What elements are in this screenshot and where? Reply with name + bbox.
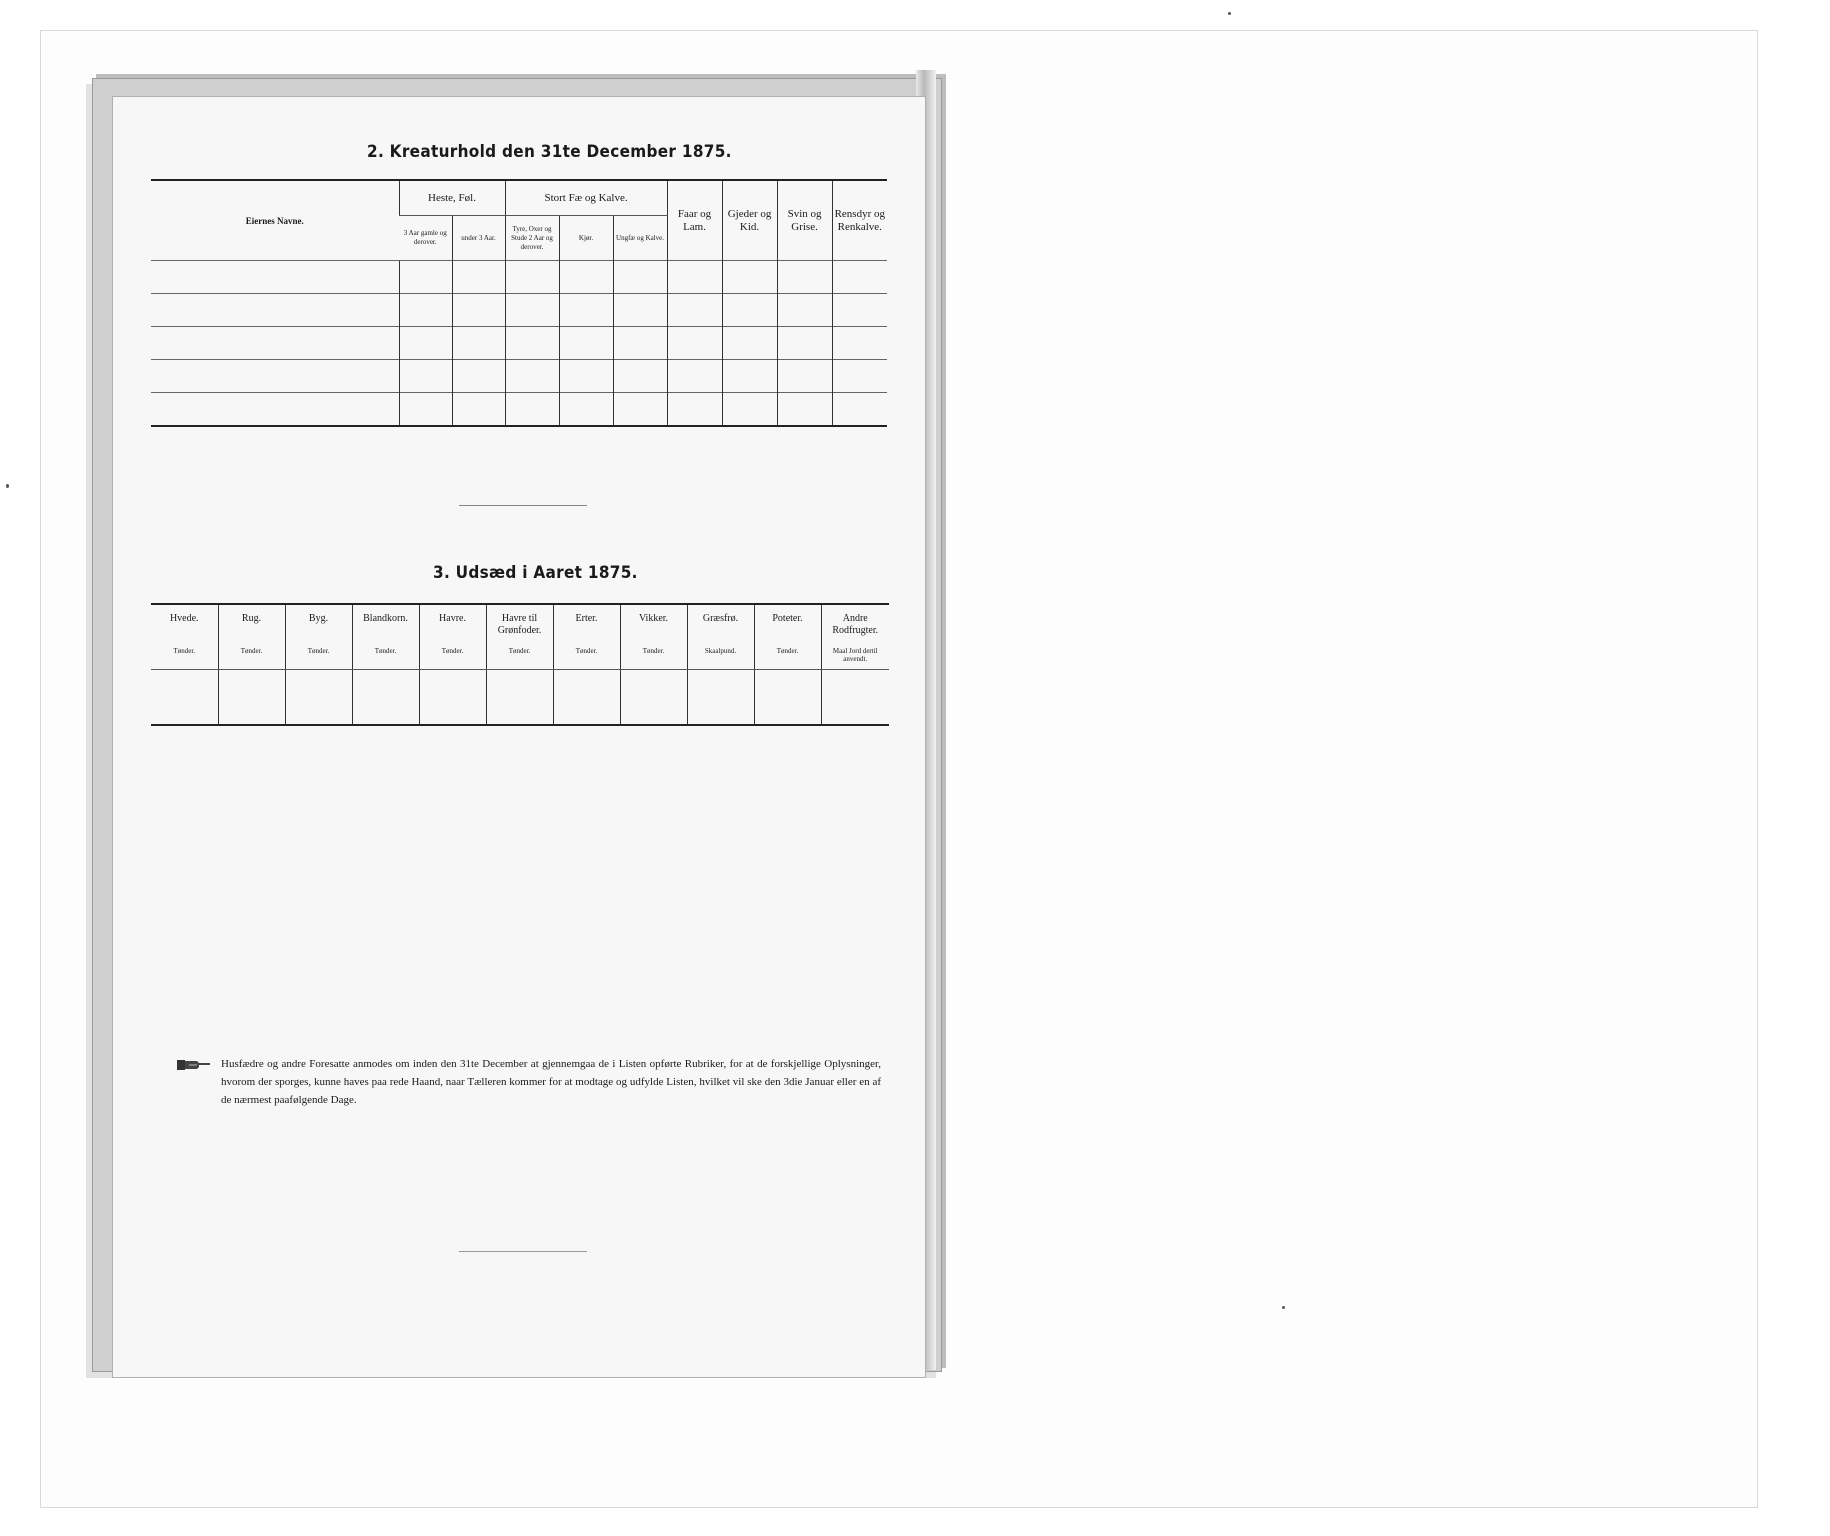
livestock-table	[151, 179, 887, 427]
sowing-unit-row	[151, 647, 889, 670]
unit-label: Maal Jord dertil anvendt.	[821, 647, 889, 670]
table-row	[151, 294, 887, 327]
oats-header: Havre.	[419, 604, 486, 647]
barley-header: Byg.	[285, 604, 352, 647]
scan-speck	[1282, 1306, 1285, 1309]
bulls-subheader: Tyre, Oxer og Stude 2 Aar og derover.	[505, 216, 559, 261]
table-row	[151, 393, 887, 427]
section-2-title: 2. Kreaturhold den 31te December 1875.	[367, 142, 732, 162]
sowing-header-row	[151, 604, 889, 647]
horses-young-subheader: under 3 Aar.	[452, 216, 505, 261]
unit-label: Tønder.	[419, 647, 486, 670]
table-row	[151, 327, 887, 360]
unit-label: Tønder.	[151, 647, 218, 670]
wheat-header: Hvede.	[169, 613, 199, 624]
vetch-header: Vikker.	[620, 604, 687, 647]
sheep-header: Faar og Lam.	[667, 180, 722, 261]
unit-label: Tønder.	[285, 647, 352, 670]
grass-seed-header: Græsfrø.	[687, 604, 754, 647]
unit-label: Tønder.	[218, 647, 285, 670]
potatoes-header: Poteter.	[754, 604, 821, 647]
table-row	[151, 261, 887, 294]
instructions-text: Husfædre og andre Foresatte anmodes om inden den 31te December at gjennemgaa de i Listen opførte Rubriker, for at de forskjellige Oplysninger, hvorom der sporges, kunne haves paa rede Haand, naar Tælleren kommer for at modtage og udfylde Listen, hvilket vil ske den 3die Januar eller en af de nærmest paafølgende Dage.	[221, 1058, 881, 1106]
young-cattle-subheader: Ungfæ og Kalve.	[613, 216, 667, 261]
unit-label: Tønder.	[352, 647, 419, 670]
root-crops-header: Andre Rodfrugter.	[821, 604, 889, 647]
pointing-hand-icon	[177, 1059, 211, 1071]
horses-old-subheader: 3 Aar gamle og derover.	[403, 229, 447, 246]
unit-label: Skaalpund.	[687, 647, 754, 670]
divider-rule	[459, 505, 587, 506]
goats-header: Gjeder og Kid.	[722, 180, 777, 261]
cows-subheader: Kjør.	[559, 216, 613, 261]
sowing-table	[151, 603, 889, 726]
table-row	[151, 360, 887, 393]
divider-rule	[459, 1251, 587, 1252]
cattle-header: Stort Fæ og Kalve.	[505, 180, 667, 216]
scan-speck	[6, 484, 9, 488]
reindeer-header: Rensdyr og Renkalve.	[832, 180, 887, 261]
peas-header: Erter.	[553, 604, 620, 647]
green-fodder-oats-header: Havre til Grønfoder.	[486, 604, 553, 647]
pigs-header: Svin og Grise.	[777, 180, 832, 261]
instructions-note	[181, 1055, 881, 1109]
unit-label: Tønder.	[486, 647, 553, 670]
unit-label: Tønder.	[754, 647, 821, 670]
mixed-grain-header: Blandkorn.	[352, 604, 419, 647]
owner-names-header: Eiernes Navne.	[245, 215, 304, 226]
census-form-page	[112, 96, 926, 1378]
section-3-title: 3. Udsæd i Aaret 1875.	[433, 563, 638, 583]
scan-speck	[1228, 12, 1231, 15]
table-row	[151, 670, 889, 726]
horses-header: Heste, Føl.	[399, 180, 505, 216]
unit-label: Tønder.	[553, 647, 620, 670]
rye-header: Rug.	[218, 604, 285, 647]
unit-label: Tønder.	[620, 647, 687, 670]
